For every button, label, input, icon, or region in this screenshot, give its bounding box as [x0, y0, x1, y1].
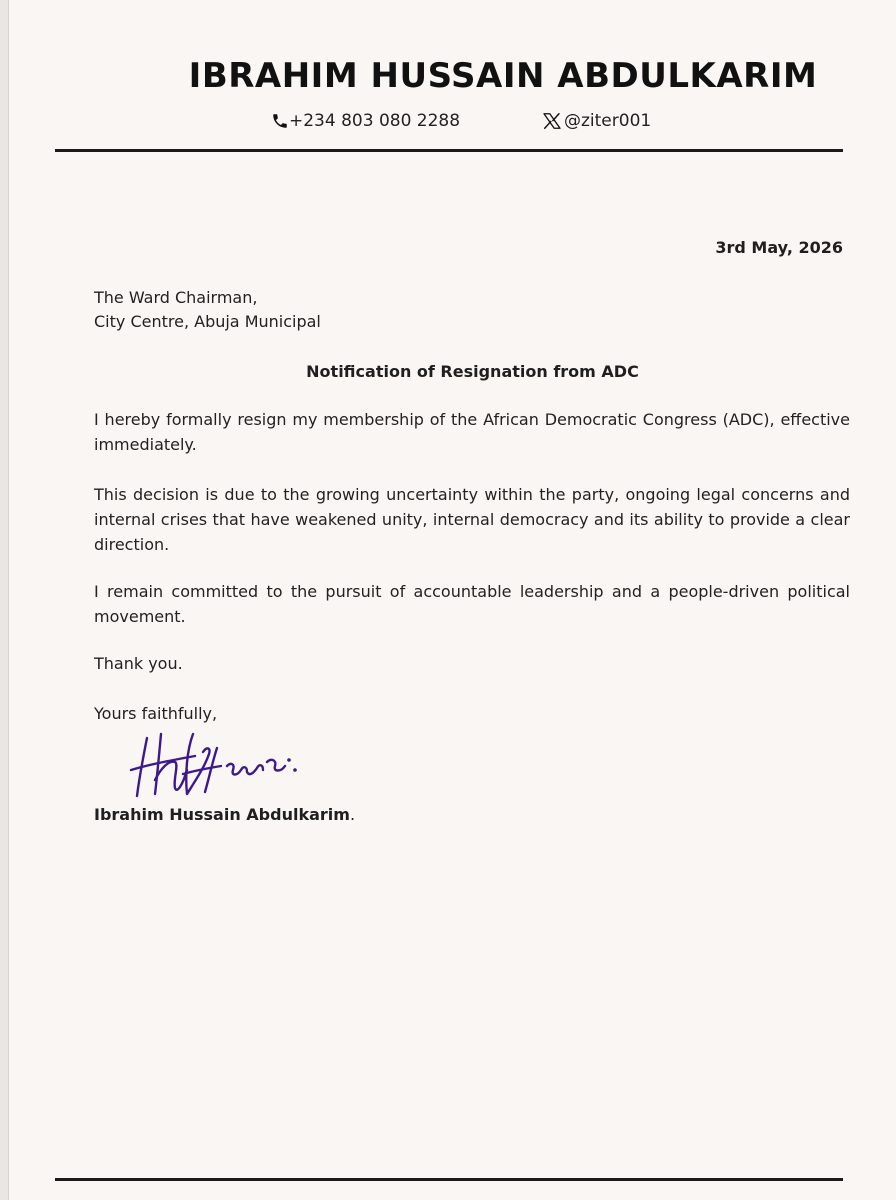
handwritten-signature [117, 730, 297, 806]
letter-page [8, 0, 896, 1200]
phone-icon [271, 112, 289, 130]
phone-contact [271, 108, 460, 134]
x-handle: @ziter001 [564, 111, 652, 131]
letter-date: 3rd May, 2026 [715, 238, 843, 257]
x-contact [543, 108, 651, 134]
thank-you-line: Thank you. [94, 654, 183, 673]
valediction: Yours faithfully, [94, 704, 218, 723]
letter-subject: Notification of Resignation from ADC [306, 362, 639, 381]
x-logo-icon [543, 113, 564, 129]
signer-name: Ibrahim Hussain Abdulkarim [94, 805, 350, 824]
body-paragraph: I remain committed to the pursuit of accountable leadership and a people-driven political movement. [94, 582, 850, 626]
header-divider [55, 149, 843, 152]
footer-divider [55, 1178, 843, 1181]
phone-number: +234 803 080 2288 [289, 111, 461, 131]
signer-name-line [94, 803, 355, 827]
body-paragraph: I hereby formally resign my membership of the African Democratic Congress (ADC), effective immediately. [94, 410, 850, 454]
body-paragraph: This decision is due to the growing uncertainty within the party, ongoing legal concerns and internal crises that have weakened unity, internal democracy and its ability to provide a clear direction. [94, 485, 850, 554]
letterhead-name: IBRAHIM HUSSAIN ABDULKARIM [188, 56, 818, 96]
recipient-line-1: The Ward Chairman, [94, 288, 258, 307]
recipient-line-2: City Centre, Abuja Municipal [94, 312, 321, 331]
signer-period: . [349, 805, 356, 824]
